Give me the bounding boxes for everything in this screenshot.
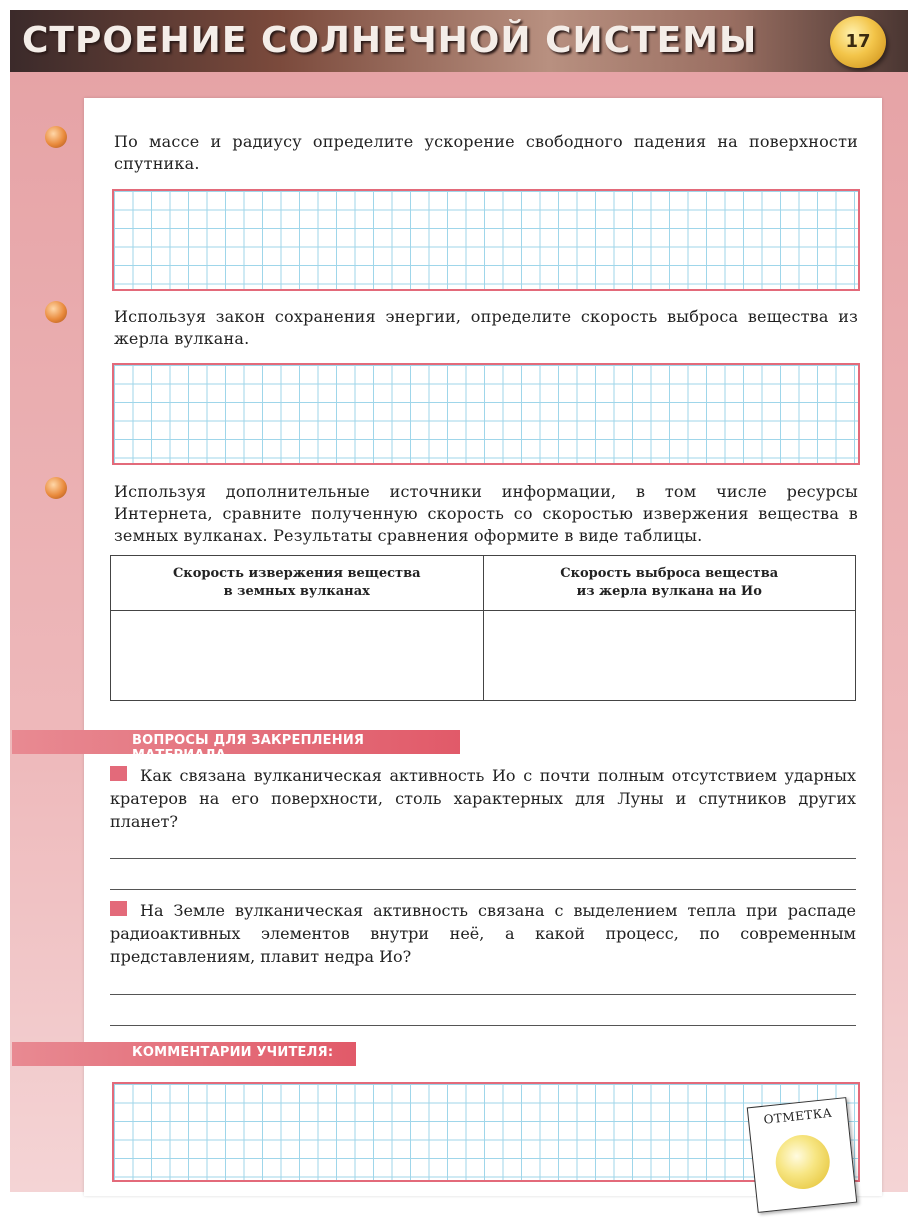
page-header bbox=[10, 10, 908, 72]
answer-line[interactable] bbox=[110, 994, 856, 995]
task-3-text: Используя дополнительные источники информации, в том числе ресурсы Интернета, сравните полученную скорость со скоростью извержения вещества в земных вулканах. Результаты сравнения оформите в виде таблицы. bbox=[114, 482, 858, 545]
task-1-text: По массе и радиусу определите ускорение свободного падения на поверхности спутника. bbox=[114, 132, 858, 173]
teacher-section-banner bbox=[12, 1042, 356, 1066]
table-header-row bbox=[111, 556, 856, 611]
teacher-comment-grid[interactable] bbox=[112, 1082, 860, 1182]
answer-line[interactable] bbox=[110, 889, 856, 890]
task-2-text: Используя закон сохранения энергии, определите скорость выброса вещества из жерла вулкана. bbox=[114, 307, 858, 348]
page-number: 17 bbox=[845, 31, 871, 52]
grade-ball-icon bbox=[773, 1132, 832, 1191]
review-question-2: На Земле вулканическая активность связана с выделением тепла при распаде радиоактивных элементов внутри неё, а какой процесс, по современным представлениям, плавит недра Ио? bbox=[110, 901, 856, 966]
table-header-earth: Скорость извержения вещества в земных вулканах bbox=[111, 556, 484, 611]
table-header-io: Скорость выброса вещества из жерла вулкана на Ио bbox=[483, 556, 856, 611]
teacher-section-title: КОММЕНТАРИИ УЧИТЕЛЯ: bbox=[132, 1045, 334, 1060]
grade-stamp bbox=[747, 1097, 858, 1213]
task-2-answer-grid[interactable] bbox=[112, 363, 860, 465]
answer-line[interactable] bbox=[110, 858, 856, 859]
review-section-title: ВОПРОСЫ ДЛЯ ЗАКРЕПЛЕНИЯ МАТЕРИАЛА bbox=[132, 733, 365, 763]
table-cell-io[interactable] bbox=[483, 611, 856, 701]
table-answer-row bbox=[111, 611, 856, 701]
review-question-1: Как связана вулканическая активность Ио с почти полным отсутствием ударных кратеров на его поверхности, столь характерных для Луны и спутников других планет? bbox=[110, 766, 856, 831]
comparison-table bbox=[110, 555, 856, 701]
task-bullet-icon bbox=[45, 301, 67, 323]
task-1-answer-grid[interactable] bbox=[112, 189, 860, 291]
grade-label: ОТМЕТКА bbox=[762, 1105, 833, 1127]
review-section-banner bbox=[12, 730, 460, 763]
table-cell-earth[interactable] bbox=[111, 611, 484, 701]
page-number-badge bbox=[830, 16, 886, 68]
task-bullet-icon bbox=[45, 126, 67, 148]
task-bullet-icon bbox=[45, 477, 67, 499]
chapter-title: СТРОЕНИЕ СОЛНЕЧНОЙ СИСТЕМЫ bbox=[22, 20, 758, 61]
answer-line[interactable] bbox=[110, 1025, 856, 1026]
